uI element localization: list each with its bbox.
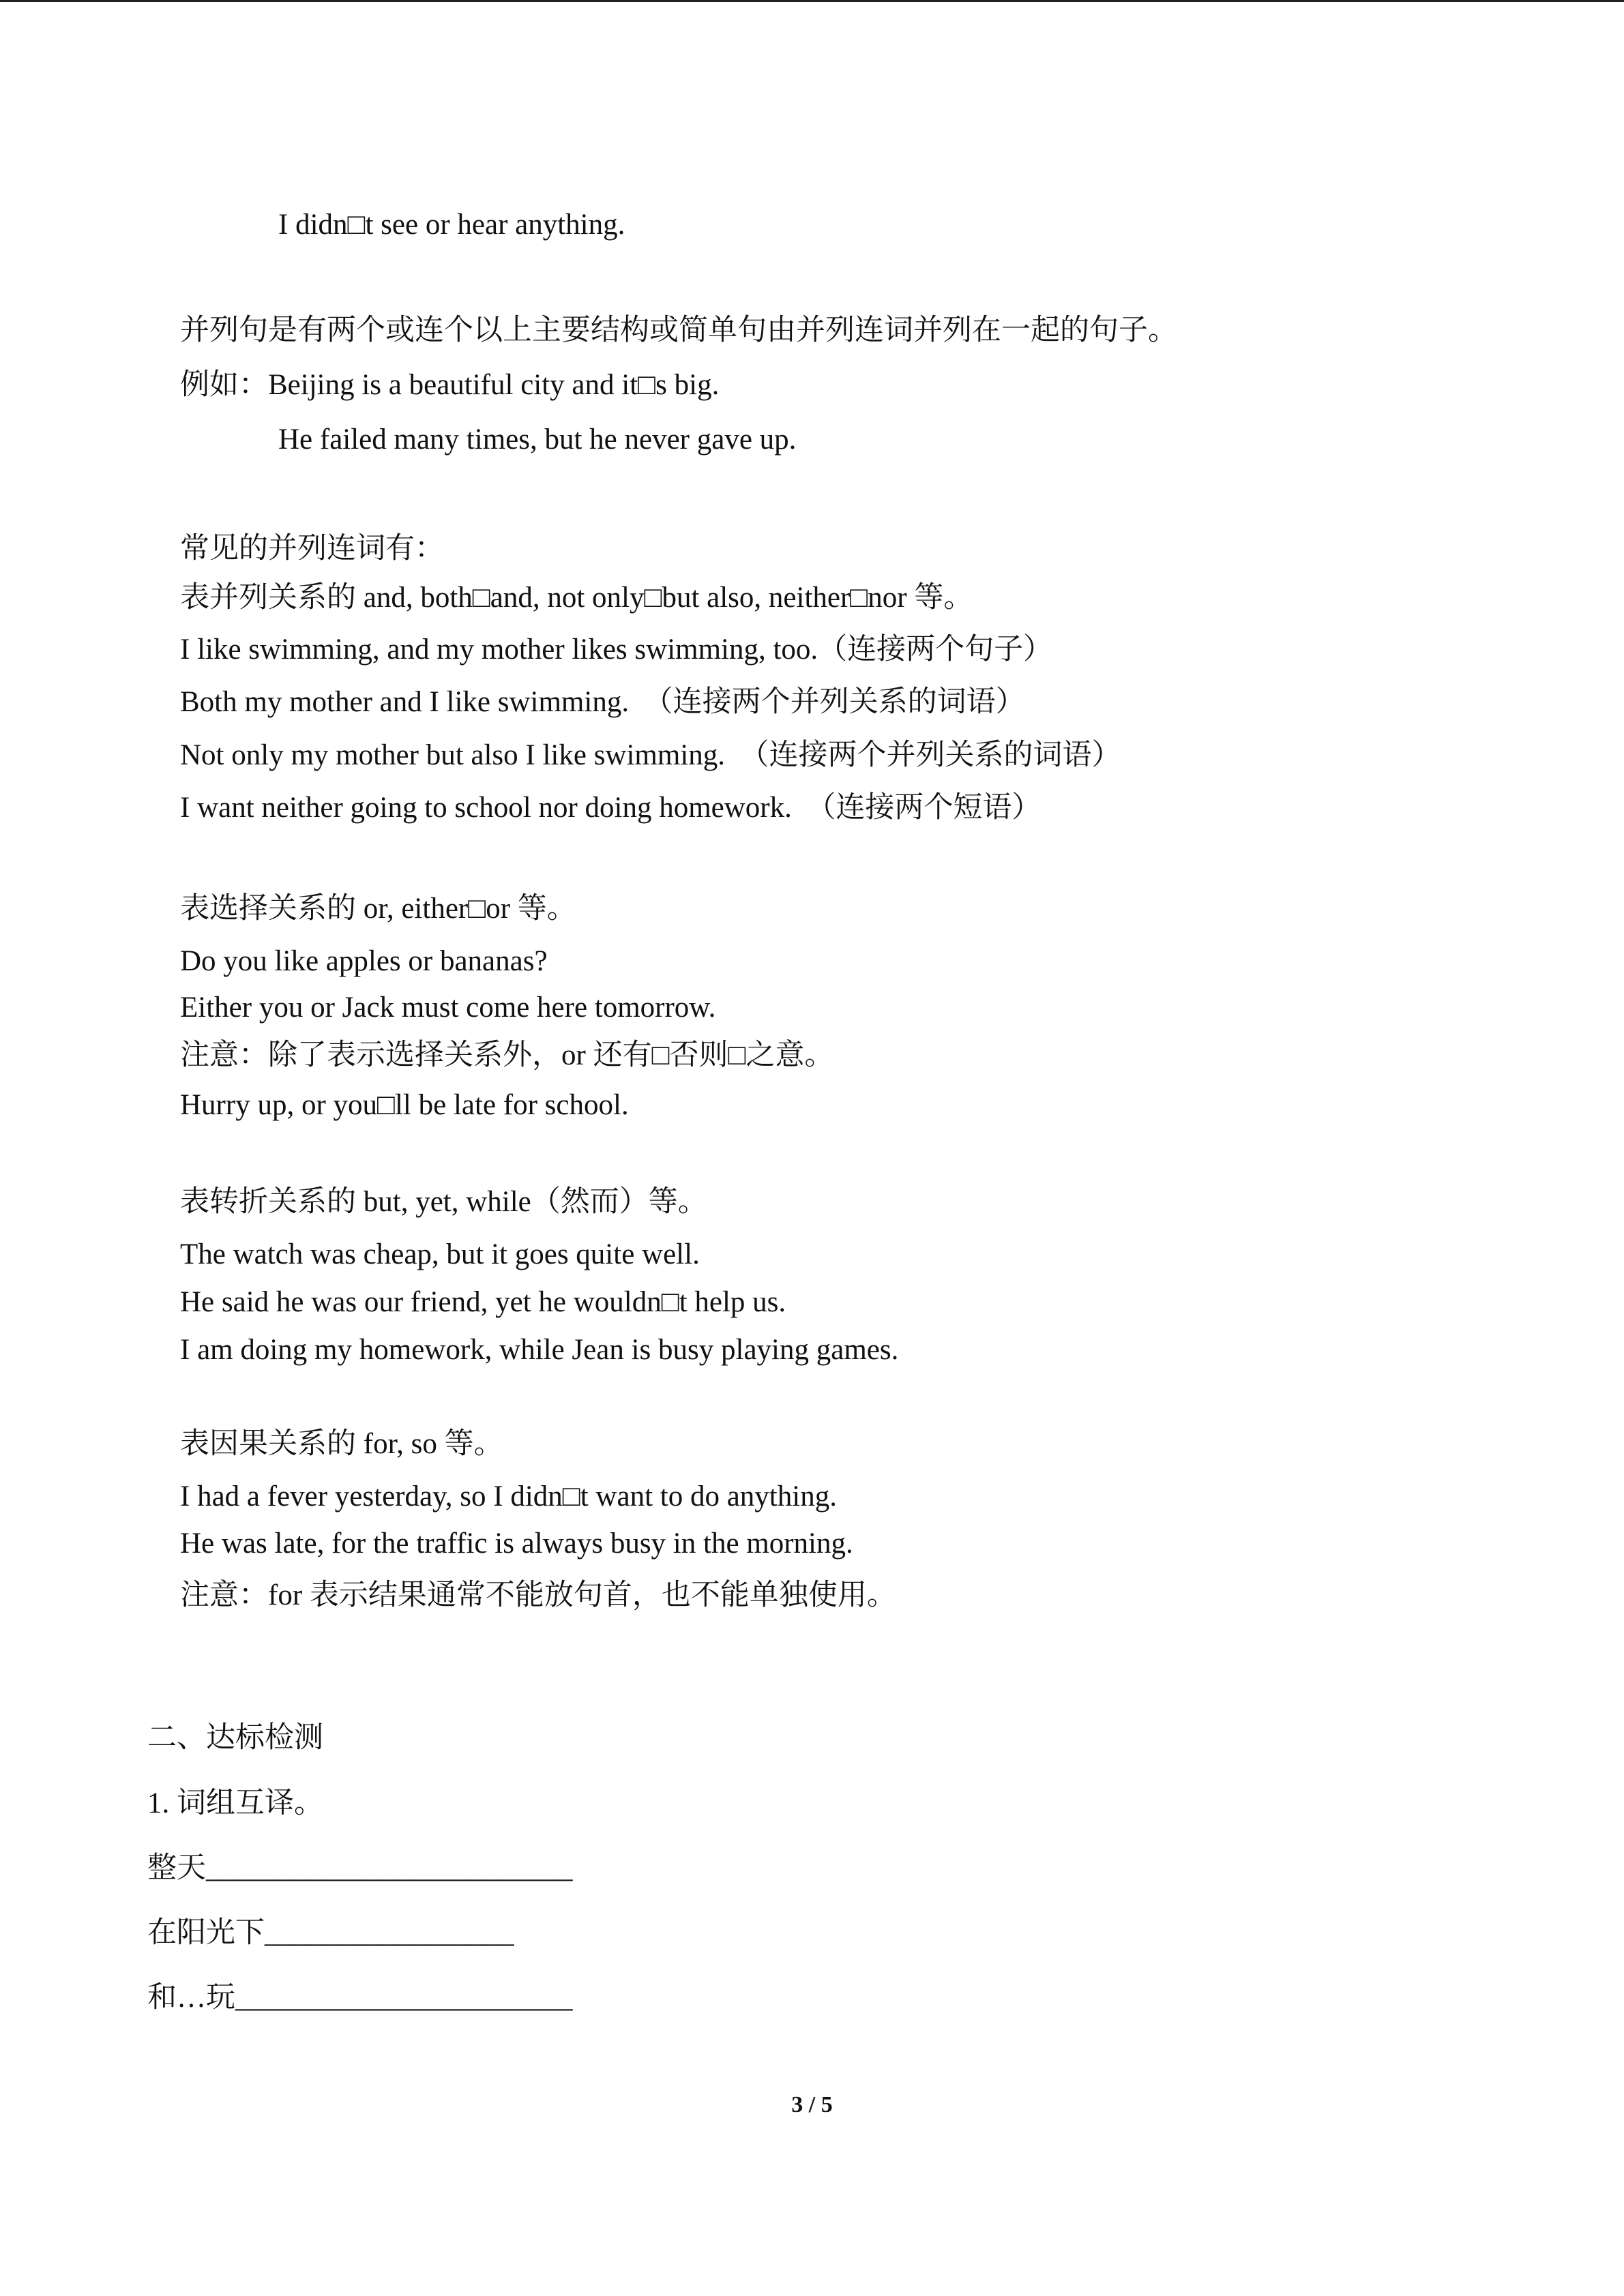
example-line: Do you like apples or bananas? bbox=[180, 945, 548, 977]
section-heading: 常见的并列连词有： bbox=[180, 533, 444, 565]
example-line: Either you or Jack must come here tomorrow. bbox=[180, 992, 716, 1024]
exercise-item: 在阳光下_________________ bbox=[147, 1917, 514, 1949]
exercise-item: 整天_________________________ bbox=[147, 1852, 573, 1884]
rule-line: 表因果关系的 for, so 等。 bbox=[180, 1428, 503, 1460]
exercise-item: 和…玩_______________________ bbox=[147, 1982, 573, 2014]
example-line: I didn□t see or hear anything. bbox=[278, 209, 625, 241]
top-border-line bbox=[0, 0, 1624, 2]
exercise-title: 1. 词组互译。 bbox=[147, 1787, 323, 1819]
example-line: I want neither going to school nor doing homework. （连接两个短语） bbox=[180, 792, 1042, 824]
example-line: 例如：Beijing is a beautiful city and it□s big. bbox=[180, 369, 720, 401]
rule-line: 表转折关系的 but, yet, while（然而）等。 bbox=[180, 1186, 707, 1218]
example-line: I am doing my homework, while Jean is busy playing games. bbox=[180, 1334, 899, 1366]
example-line: I like swimming, and my mother likes swimming, too.（连接两个句子） bbox=[180, 633, 1053, 666]
example-line: Both my mother and I like swimming. （连接两个并列关系的词语） bbox=[180, 686, 1025, 718]
note-line: 注意：for 表示结果通常不能放句首，也不能单独使用。 bbox=[180, 1579, 896, 1611]
section-heading: 二、达标检测 bbox=[147, 1722, 323, 1754]
note-line: 注意：除了表示选择关系外，or 还有□否则□之意。 bbox=[180, 1039, 834, 1071]
example-line: He failed many times, but he never gave up. bbox=[278, 423, 797, 456]
rule-line: 表选择关系的 or, either□or 等。 bbox=[180, 893, 576, 925]
example-line: He said he was our friend, yet he wouldn□t help us. bbox=[180, 1286, 786, 1318]
page-number: 3 / 5 bbox=[791, 2092, 833, 2117]
definition-line: 并列句是有两个或连个以上主要结构或简单句由并列连词并列在一起的句子。 bbox=[180, 314, 1177, 346]
rule-line: 表并列关系的 and, both□and, not only□but also, neither□nor 等。 bbox=[180, 582, 973, 614]
example-line: The watch was cheap, but it goes quite well. bbox=[180, 1238, 700, 1270]
example-line: I had a fever yesterday, so I didn□t want to do anything. bbox=[180, 1480, 837, 1512]
example-line: Hurry up, or you□ll be late for school. bbox=[180, 1089, 629, 1121]
example-line: He was late, for the traffic is always busy in the morning. bbox=[180, 1527, 853, 1560]
example-line: Not only my mother but also I like swimming. （连接两个并列关系的词语） bbox=[180, 739, 1121, 771]
